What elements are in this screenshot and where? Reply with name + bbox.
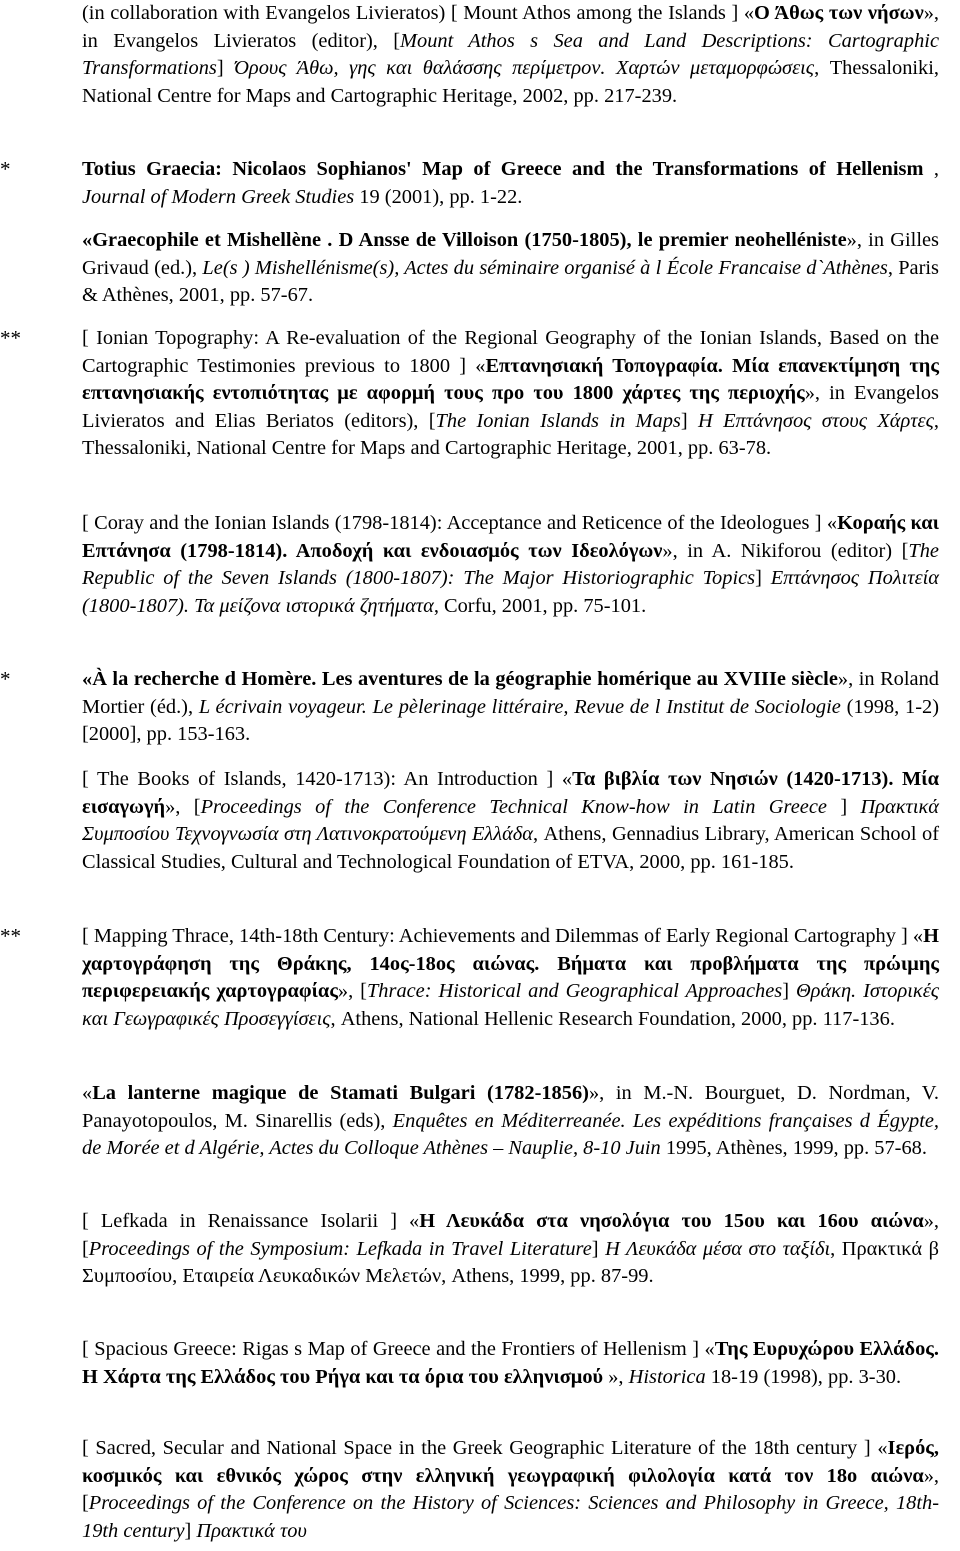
- entry-text: [ Mapping Thrace, 14th-18th Century: Achievements and Dilemmas of Early Regional Cartography ] «Η χαρτογράφηση της Θράκης, 14ος-18ος αιώνας. Βήματα και προβλήματα της πρώιμης περιφερειακής χαρτογραφίας», [Thrace: Historical and Geographical Approaches] Θράκη. Ιστορικές και Γεωγραφικές Προσεγγίσεις, Athens, National Hellenic Research Foundation, 2000, pp. 117-136.: [82, 925, 939, 1030]
- entry-text: (in collaboration with Evangelos Livieratos) [ Mount Athos among the Islands ] «Ο Άθως των νήσων», in Evangelos Livieratos (editor), [Mount Athos s Sea and Land Descriptions: Cartographic Transformations] Όρους Άθω, γης και θαλάσσης περίμετρον. Χαρτών μεταμορφώσεις, Thessaloniki, National Centre for Maps and Cartographic Heritage, 2002, pp. 217-239.: [82, 2, 940, 107]
- entry-text: [ Lefkada in Renaissance Isolarii ] «Η Λευκάδα στα νησολόγια του 15ου και 16ου αιώνα», [Proceedings of the Symposium: Lefkada in Travel Literature] Η Λευκάδα μέσα στο ταξίδι, Πρακτικά β Συμποσίου, Εταιρεία Λευκαδικών Μελετών, Athens, 1999, pp. 87-99.: [82, 1210, 939, 1288]
- entry-marker: *: [0, 157, 11, 181]
- entry-text: [ Spacious Greece: Rigas s Map of Greece and the Frontiers of Hellenism ] «Της Ευρυχώρου Ελλάδος. Η Χάρτα της Ελλάδος του Ρήγα και τα όρια του ελληνισμού », Historica 18-19 (1998), pp. 3-30.: [82, 1338, 939, 1388]
- entry-text: «À la recherche d Homère. Les aventures de la géographie homérique au XVIIIe siècle», in Roland Mortier (éd.), L écrivain voyageur. Le pèlerinage littéraire, Revue de l Institut de Sociologie (1998, 1-2) [2000], pp. 153-163.: [82, 668, 939, 746]
- entry-text: [ Sacred, Secular and National Space in the Greek Geographic Literature of the 18th century ] «Ιερός, κοσμικός και εθνικός χώρος στην ελληνική γεωγραφική φιλολογία κατά τον 18ο αιώνα», [Proceedings of the Conference on the History of Sciences: Sciences and Philosophy in Greece, 18th-19th century] Πρακτικά του: [82, 1437, 939, 1542]
- entry-text: «La lanterne magique de Stamati Bulgari (1782-1856)», in M.-N. Bourguet, D. Nordman, V. Panayotopoulos, M. Sinarellis (eds), Enquêtes en Méditerreanée. Les expéditions françaises d Égypte, de Morée et d Algérie, Actes du Colloque Athènes – Nauplie, 8-10 Juin 1995, Athènes, 1999, pp. 57-68.: [82, 1082, 940, 1160]
- entry-text: «Graecophile et Mishellène . D Ansse de Villoison (1750-1805), le premier neohelléniste», in Gilles Grivaud (ed.), Le(s ) Mishellénisme(s), Actes du séminaire organisé à l École Francaise d`Athènes, Paris & Athènes, 2001, pp. 57-67.: [82, 229, 939, 307]
- entry-text: [ Coray and the Ionian Islands (1798-1814): Acceptance and Reticence of the Ideologues ] «Κοραής και Επτάνησα (1798-1814). Αποδοχή και ενδοιασμός των Ιδεολόγων», in A. Nikiforou (editor) [The Republic of the Seven Islands (1800-1807): The Major Historiographic Topics] Επτάνησος Πολιτεία (1800-1807). Τα μείζονα ιστορικά ζητήματα, Corfu, 2001, pp. 75-101.: [82, 512, 939, 617]
- entry-text: [ The Books of Islands, 1420-1713): An Introduction ] «Τα βιβλία των Νησιών (1420-1713). Μία εισαγωγή», [Proceedings of the Conference Technical Know-how in Latin Greece ] Πρακτικά Συμποσίου Τεχνογνωσία στη Λατινοκρατούμενη Ελλάδα, Athens, Gennadius Library, American School of Classical Studies, Cultural and Technological Foundation of ETVA, 2000, pp. 161-185.: [82, 768, 939, 873]
- entry-marker: *: [0, 667, 11, 691]
- entry-text: [ Ionian Topography: A Re-evaluation of the Regional Geography of the Ionian Islands, Based on the Cartographic Testimonies previous to 1800 ] «Επτανησιακή Τοπογραφία. Μία επανεκτίμηση της επτανησιακής εντοπιότητας με αφορμή τους προ του 1800 χάρτες της περιοχής», in Evangelos Livieratos and Elias Beriatos (editors), [The Ionian Islands in Maps] Η Επτάνησος στους Χάρτες, Thessaloniki, National Centre for Maps and Cartographic Heritage, 2001, pp. 63-78.: [82, 327, 939, 460]
- entry-marker: **: [0, 326, 21, 350]
- entry-text: Totius Graecia: Nicolaos Sophianos' Map of Greece and the Transformations of Hellenism , Journal of Modern Greek Studies 19 (2001), pp. 1-22.: [82, 158, 939, 208]
- entry-marker: **: [0, 924, 21, 948]
